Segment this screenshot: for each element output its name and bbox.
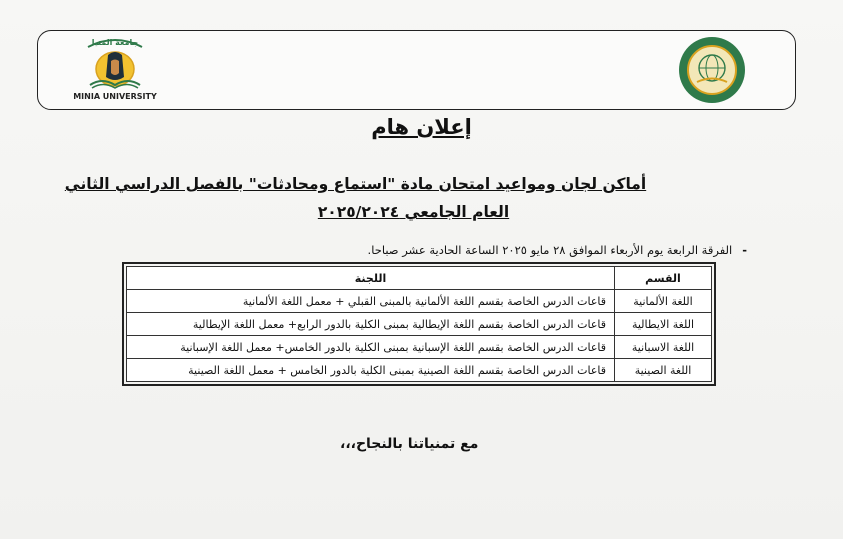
header-committee: اللجنة bbox=[127, 267, 615, 290]
header-department: القسم bbox=[615, 267, 712, 290]
table-row bbox=[127, 313, 712, 336]
table-row bbox=[127, 359, 712, 382]
table-row bbox=[127, 336, 712, 359]
logo-arabic-name: جامعة المنيا bbox=[91, 38, 139, 47]
minia-university-logo bbox=[70, 33, 160, 103]
announcement-subtitle: أماكن لجان ومواعيد امتحان مادة "استماع ومحادثات" بالفصل الدراسي الثاني bbox=[64, 175, 647, 193]
department-cell: اللغة الصينية bbox=[615, 359, 712, 382]
academic-year: العام الجامعي ٢٠٢٥/٢٠٢٤ bbox=[317, 203, 510, 221]
table-header-row bbox=[127, 267, 712, 290]
faculty-emblem-logo bbox=[667, 35, 757, 105]
committee-cell: قاعات الدرس الخاصة بقسم اللغة الألمانية بالمبنى القبلي + معمل اللغة الألمانية bbox=[127, 290, 615, 313]
committee-cell: قاعات الدرس الخاصة بقسم اللغة الإسبانية بمبنى الكلية بالدور الخامس+ معمل اللغة الإسبانية bbox=[127, 336, 615, 359]
committees-table bbox=[126, 266, 712, 382]
committee-cell: قاعات الدرس الخاصة بقسم اللغة الصينية بمبنى الكلية بالدور الخامس + معمل اللغة الصينية bbox=[127, 359, 615, 382]
committee-cell: قاعات الدرس الخاصة بقسم اللغة الإيطالية بمبنى الكلية بالدور الرابع+ معمل اللغة الإيطالية bbox=[127, 313, 615, 336]
logo-english-name: MINIA UNIVERSITY bbox=[73, 92, 157, 101]
department-cell: اللغة الايطالية bbox=[615, 313, 712, 336]
department-cell: اللغة الألمانية bbox=[615, 290, 712, 313]
note-text: الفرقة الرابعة يوم الأربعاء الموافق ٢٨ مايو ٢٠٢٥ الساعة الحادية عشر صباحا. bbox=[367, 243, 733, 257]
department-cell: اللغة الاسبانية bbox=[615, 336, 712, 359]
table-row bbox=[127, 290, 712, 313]
announcement-title: إعلان هام bbox=[371, 115, 472, 139]
exam-schedule-note bbox=[368, 243, 747, 257]
closing-wishes: مع تمنياتنا بالنجاح،،، bbox=[340, 436, 479, 452]
note-bullet-dash: - bbox=[742, 243, 747, 257]
